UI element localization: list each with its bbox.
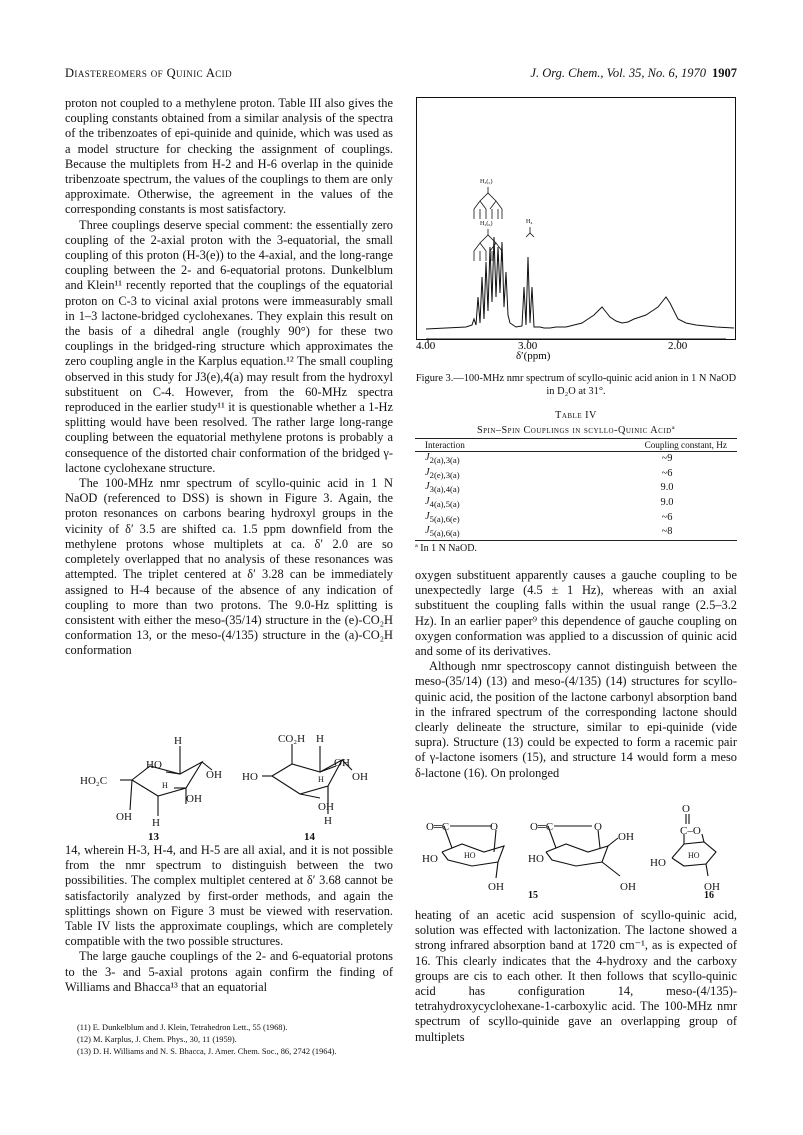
struct13-ho2c: HO₂C bbox=[80, 775, 108, 787]
paragraph: Although nmr spectroscopy cannot distinguish between the meso-(35/14) (13) and meso-(4/135) (14) structures for scyllo-quinic acid, the position of the lactone carbonyl absorption band in the infrared spectrum of the corresponding lactone should clearly delineate the structure, similar to epi-quinide (vide supra). Structure (13) could be expected to form a racemic pair of γ-lactone isomers (15), and structure 14 would form a meso δ-lactone (16). On prolonged bbox=[415, 659, 737, 780]
struct13-oh-low: OH bbox=[186, 793, 202, 805]
struct16-number: 16 bbox=[704, 890, 714, 901]
paragraph: The large gauche couplings of the 2- and 6-equatorial protons to the 3- and 5-axial protons again confirm the finding of Williams and Bhacca¹³ that an equatorial bbox=[65, 949, 393, 994]
table-row: $J_{4(a),5(a)}$ 9.0 bbox=[425, 496, 674, 510]
table-row: $J_{5(a),6(e)}$ ~6 bbox=[425, 510, 673, 524]
struct14-number: 14 bbox=[304, 831, 315, 843]
table-title: Table IV bbox=[555, 410, 597, 421]
struct14-co2h: CO₂H bbox=[278, 733, 306, 745]
footnote: (11) E. Dunkelblum and J. Klein, Tetrahedron Lett., 55 (1968). bbox=[77, 1023, 288, 1032]
struct13-oh-right: OH bbox=[206, 769, 222, 781]
peak-label-h2: H₂(₆) bbox=[480, 221, 493, 227]
paragraph: Three couplings deserve special comment: the essentially zero coupling of the 2-axial proton with the 3-equatorial, the small coupling of this proton (H-3(e)) to the 4-axial, and the long-range coupling between the 2- and 6-equatorial protons. Dunkelblum and Klein¹¹ recently reported that the couplings of the equatorial proton on C-3 to vicinal axial protons were immeasurably small in 1–3 lactone-bridged cyclohexanes. They explain this result on the basis of a dihedral angle (roughly 90°) for these two couplings in the bridged-ring structure which approximates the zero coupling angle in the Karplus equation.¹² The small coupling observed in this study for J3(e),4(a) may result from the hydroxyl substituent on C-4. However, from the 60-MHz spectra reproduced in the earlier study¹¹ it is questionable whether a 1-Hz splitting would have been resolved. The rather large long-range coupling between the equatorial methylene protons is probably a consequence of the distorted chair conformation of the bridged γ-lactone cyclohexane structure. bbox=[65, 217, 393, 475]
struct13-h-top: H bbox=[174, 735, 182, 747]
struct15a-ring-o: O bbox=[490, 821, 498, 833]
paragraph: proton not coupled to a methylene proton. Table III also gives the coupling constants obtained from a similar analysis of the spectra of the tribenzoates of epi-quinide and quinide, which was used as a model structure for checking the assignment of couplings. Because the multiplets from H-2 and H-6 overlap in the quinide tribenzoate spectrum, the values of the couplings to them are only approximate. Otherwise, the agreement in the values of the corresponding constants is most satisfactory. bbox=[65, 96, 393, 217]
struct14-h-mid: H bbox=[318, 775, 324, 784]
journal-citation: J. Org. Chem., Vol. 35, No. 6, 1970 bbox=[530, 66, 706, 80]
struct13-ho-top: HO bbox=[146, 759, 162, 771]
struct13-h-mid: H bbox=[162, 781, 168, 790]
tick-label-3: 3.00 bbox=[518, 340, 538, 352]
struct14-ho-left: HO bbox=[242, 771, 258, 783]
paragraph: oxygen substituent apparently causes a gauche coupling to be unexpectedly large (4.5 ± 1 Hz), whereas with an axial substituent the coupling falls within the usual range (2.5–3.2 Hz). In an earlier paper⁹ this dependence of gauche coupling on oxygen conformation was applied to a discussion of quinic acid and some of its derivatives. bbox=[415, 568, 737, 659]
right-column-bottom bbox=[415, 908, 737, 1045]
table-row: $J_{3(a),4(a)}$ 9.0 bbox=[425, 481, 674, 495]
paragraph: The 100-MHz nmr spectrum of scyllo-quinic acid in 1 N NaOD (referenced to DSS) is shown in Figure 3. Again, the proton resonances on carbons bearing hydroxyl groups in the vicinity of δ′ 3.5 are shifted ca. 1.5 ppm downfield from the methylene protons whose multiplets at ca. δ′ 2.0 are so completely overlapped that no analysis of these resonances was attempted. The triplet centered at δ′ 3.28 can be immediately assigned to H-4 because of the absence of any indication of coupling to more than two protons. The 9.0-Hz splitting is consistent with either the meso-(35/14) structure in the (e)-CO₂H conformation 13, or the meso-(4/135) structure in the (a)-CO₂H conformation bbox=[65, 476, 393, 658]
table-row: $J_{2(a),3(a)}$ ~9 bbox=[425, 452, 673, 466]
table-footnote: ª In 1 N NaOD. bbox=[415, 543, 477, 555]
axis-label: δ′(ppm) bbox=[516, 350, 551, 362]
left-column-bottom bbox=[65, 843, 393, 995]
paragraph: heating of an acetic acid suspension of scyllo-quinic acid, solution was effected with lactonization. The lactone showed a strong infrared absorption band at 1720 cm⁻¹, as is expected of 16. This clearly indicates that the 4-hydroxy and the carboxy groups are cis to each other. It then follows that scyllo-quinic acid has configuration 14, meso-(4/135)-tetrahydroxycyclohexane-1-carboxylic acid. The 100-MHz nmr spectrum of scyllo-quinide gave an overlapping group of multiplets bbox=[415, 908, 737, 1044]
running-header-title: Diastereomers of Quinic Acid bbox=[65, 66, 232, 80]
struct15b-carbonyl: O═C bbox=[530, 821, 554, 833]
struct16-lactone: C–O bbox=[680, 825, 701, 837]
tick-label-2: 2.00 bbox=[668, 340, 688, 352]
structures-15-16 bbox=[422, 803, 740, 893]
peak-label-h4: H₄ bbox=[526, 219, 533, 225]
footnote: (13) D. H. Williams and N. S. Bhacca, J. Amer. Chem. Soc., 86, 2742 (1964). bbox=[77, 1047, 337, 1056]
struct15b-ho: HO bbox=[528, 853, 544, 865]
struct15a-ho: HO bbox=[422, 853, 438, 865]
struct16-ho: HO bbox=[650, 857, 666, 869]
table-row: $J_{2(e),3(a)}$ ~6 bbox=[425, 466, 673, 480]
struct15a-carbonyl: O═C bbox=[426, 821, 450, 833]
struct15a-oh-bot: OH bbox=[488, 881, 504, 893]
running-header-journal bbox=[530, 66, 737, 81]
struct16-o-top: O bbox=[682, 803, 690, 815]
struct15b-ring-o: O bbox=[594, 821, 602, 833]
spectrum-trace bbox=[426, 237, 734, 329]
figure-3-caption: Figure 3.—100-MHz nmr spectrum of scyllo-quinic acid anion in 1 N NaOD in D₂O at 31°. bbox=[415, 373, 737, 397]
struct13-number: 13 bbox=[148, 831, 159, 843]
figure-3-nmr-spectrum bbox=[416, 97, 736, 367]
footnote: (12) M. Karplus, J. Chem. Phys., 30, 11 (1959). bbox=[77, 1035, 237, 1044]
struct15a-ho-inner: HO bbox=[464, 851, 476, 860]
couplings-table bbox=[415, 438, 737, 541]
table-row: $J_{5(a),6(a)}$ ~8 bbox=[425, 525, 673, 539]
struct14-h-top: H bbox=[316, 733, 324, 745]
struct13-h-bot: H bbox=[152, 817, 160, 829]
struct14-oh-right: OH bbox=[352, 771, 368, 783]
table-iv bbox=[415, 410, 737, 554]
col-header-coupling: Coupling constant, Hz bbox=[547, 439, 737, 452]
page-number: 1907 bbox=[712, 66, 737, 80]
col-header-interaction: Interaction bbox=[415, 439, 547, 452]
peak-label-h3: H₃(₅) bbox=[480, 179, 493, 185]
tick-label-4: 4.00 bbox=[416, 340, 436, 352]
footnotes bbox=[65, 1022, 393, 1058]
right-column-middle bbox=[415, 568, 737, 781]
struct15-number: 15 bbox=[528, 890, 538, 901]
paragraph: 14, wherein H-3, H-4, and H-5 are all axial, and it is not possible from the nmr spectrum to distinguish between the two possibilities. The complex multiplet centered at δ′ 3.68 cannot be satisfactorily analyzed by first-order methods, and again the splittings shown on Figure 3 must be viewed with reservation. Table IV lists the approximate couplings, which are completely compatible with the two possible structures. bbox=[65, 843, 393, 949]
struct16-ho-inner: HO bbox=[688, 851, 700, 860]
struct14-oh-bot: OH bbox=[318, 801, 334, 813]
struct13-oh-bl: OH bbox=[116, 811, 132, 823]
table-subtitle: Spin–Spin Couplings in scyllo-Quinic Acidª bbox=[476, 425, 676, 436]
struct15b-oh-bot: OH bbox=[620, 881, 636, 893]
struct16-oh-bot: OH bbox=[704, 881, 720, 893]
struct14-h-bot: H bbox=[324, 815, 332, 827]
struct15b-oh-tr: OH bbox=[618, 831, 634, 843]
struct14-oh-tr: OH bbox=[334, 757, 350, 769]
structures-13-14 bbox=[80, 733, 390, 843]
left-column-top bbox=[65, 96, 393, 659]
